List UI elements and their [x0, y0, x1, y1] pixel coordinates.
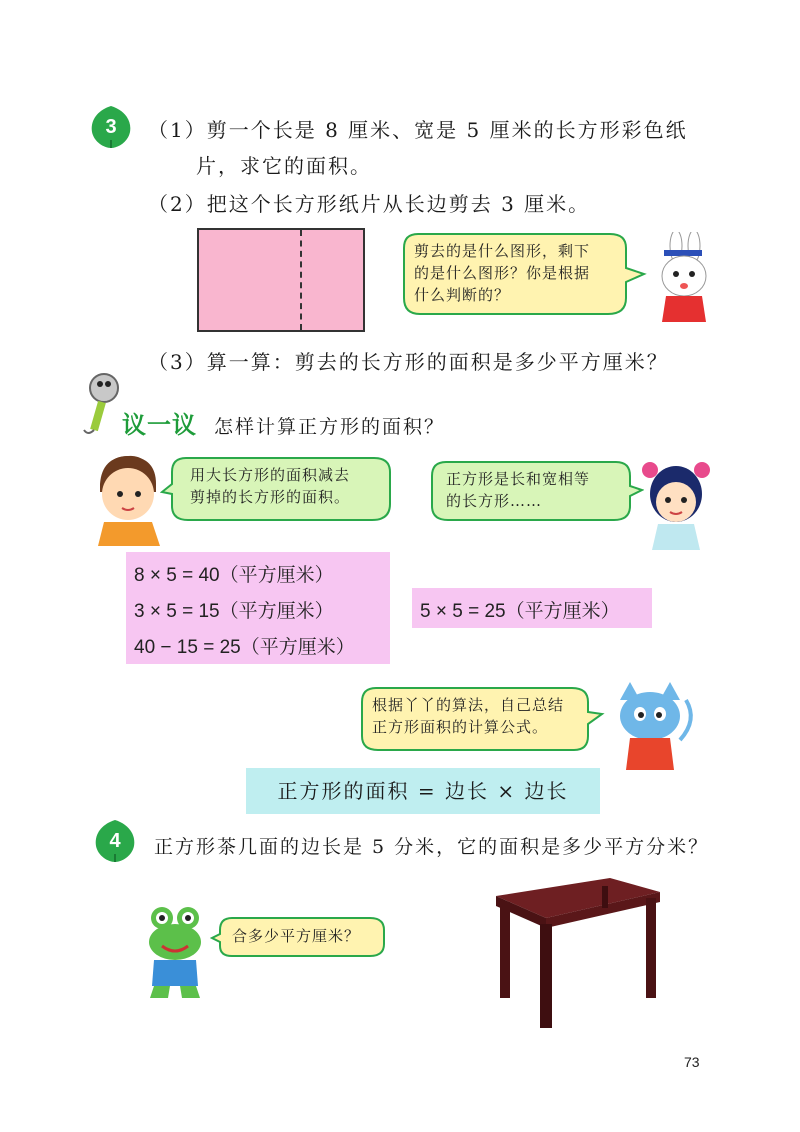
pink-rectangle — [197, 228, 365, 332]
cut-line — [300, 230, 302, 330]
problem-3-part3: （3）算一算：剪去的长方形的面积是多少平方厘米？ — [148, 350, 669, 374]
problem-3-number: 3 — [105, 116, 117, 138]
formula-box-left — [126, 552, 390, 664]
girl-bubble-text: 正方形是长和宽相等 的长方形…… — [446, 470, 591, 510]
microphone-icon — [80, 370, 124, 438]
formula-box-right — [412, 588, 652, 628]
formula-line-3: 40 − 15 = 25（平方厘米） — [134, 637, 355, 658]
formula-line-2: 3 × 5 = 15（平方厘米） — [134, 601, 334, 622]
problem-4-text: 正方形茶几面的边长是 5 分米，它的面积是多少平方分米？ — [154, 836, 710, 858]
formula-line-1: 8 × 5 = 40（平方厘米） — [134, 565, 334, 586]
square-area-formula: 正方形的面积 = 边长 × 边长 — [246, 768, 600, 814]
girl-character — [636, 452, 716, 550]
rabbit-bubble-text: 剪去的是什么图形，剩下 的是什么图形？你是根据 什么判断的？ — [414, 242, 591, 304]
cat-bubble-text: 根据丫丫的算法，自己总结 正方形面积的计算公式。 — [372, 696, 565, 736]
page-number: 73 — [684, 1054, 700, 1070]
problem-3-part1-line1: （1）剪一个长是 8 厘米、宽是 5 厘米的长方形彩色纸 — [148, 118, 688, 142]
problem-3-leaf-icon — [88, 104, 134, 150]
tea-table-image — [490, 872, 666, 1032]
problem-4-number: 4 — [109, 830, 121, 852]
discuss-title: 议一议 — [122, 412, 197, 439]
frog-bubble-text: 合多少平方厘米？ — [232, 927, 361, 945]
frog-character — [140, 906, 210, 1000]
problem-3-part2: （2）把这个长方形纸片从长边剪去 3 厘米。 — [148, 192, 591, 216]
boy-bubble-text: 用大长方形的面积减去 剪掉的长方形的面积。 — [190, 466, 351, 506]
formula-square: 5 × 5 = 25（平方厘米） — [420, 601, 620, 622]
discuss-question: 怎样计算正方形的面积？ — [214, 416, 446, 438]
boy-character — [90, 450, 166, 546]
problem-4-leaf-icon — [92, 818, 138, 864]
cat-character — [606, 680, 702, 774]
rabbit-character — [648, 232, 718, 328]
problem-3-part1-line2: 片，求它的面积。 — [196, 154, 372, 178]
